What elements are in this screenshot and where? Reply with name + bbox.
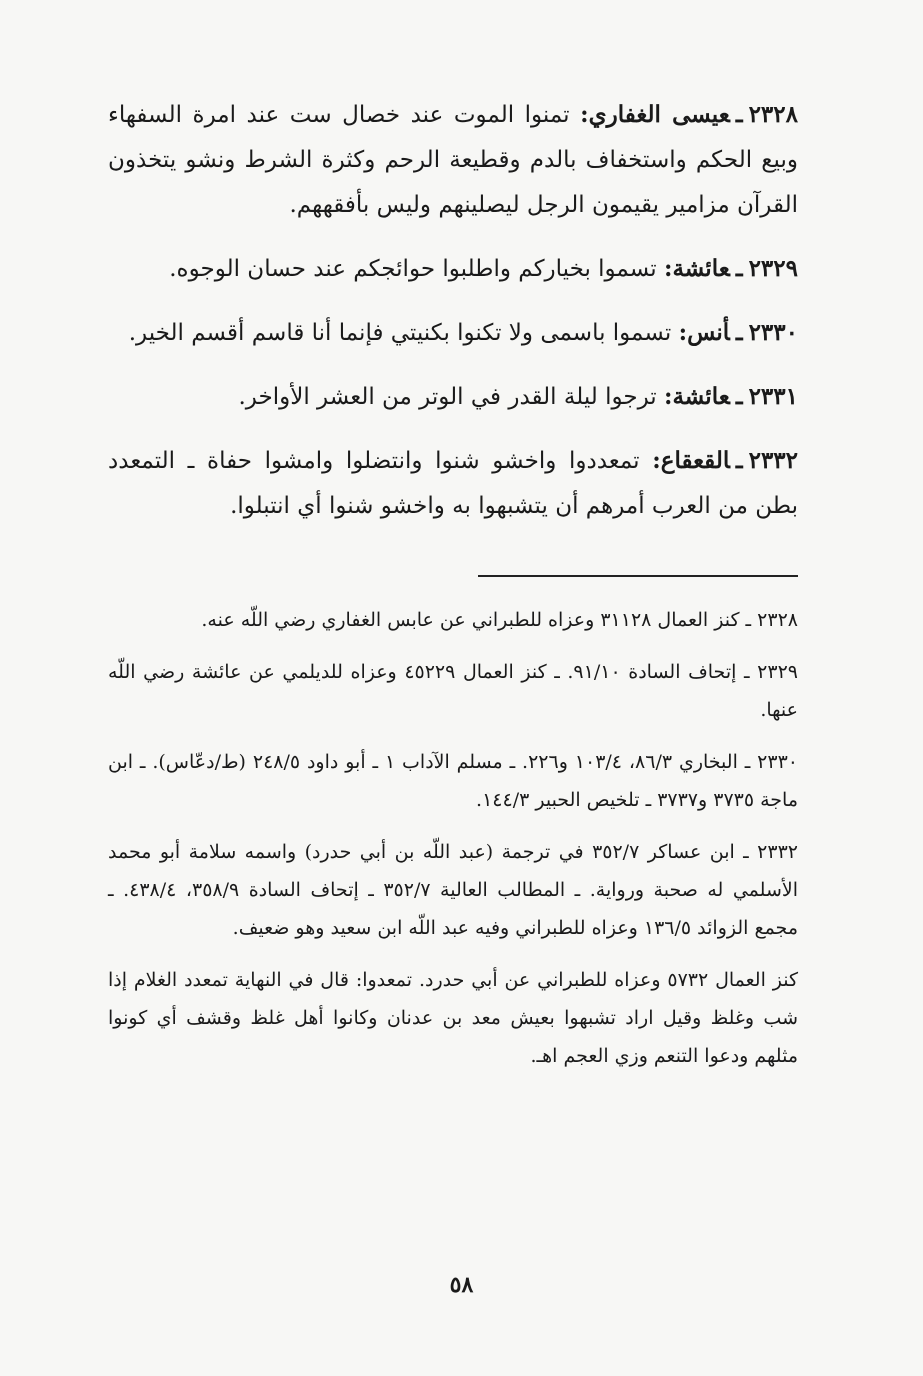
- footnote-separator-wrap: [108, 547, 798, 601]
- entry-number: ٢٣٢٩: [748, 255, 798, 282]
- entry-text: تسموا بخياركم واطلبوا حوائجكم عند حسان الوجوه.: [169, 256, 657, 282]
- hadith-entry-2332: [108, 438, 798, 529]
- entry-text: تمعددوا واخشو شنوا وانتضلوا وامشوا حفاة ـ التمعدد بطن من العرب أمرهم أن يتشبهوا به واخشو شنوا أي انتبلوا.: [108, 448, 798, 519]
- entry-dash: ـ: [735, 101, 743, 128]
- page-number: ٥٨: [449, 1272, 474, 1298]
- entry-number: ٢٣٣٠: [748, 319, 798, 346]
- hadith-entry-2330: [108, 310, 798, 356]
- entry-dash: ـ: [735, 383, 743, 410]
- entry-number: ٢٣٣٢: [748, 447, 799, 474]
- entry-dash: ـ: [735, 447, 743, 474]
- entry-narrator: عائشة:: [663, 255, 730, 282]
- footnote-2328: ٢٣٢٨ ـ كنز العمال ٣١١٢٨ وعزاه للطبراني عن عابس الغفاري رضي اللّه عنه.: [201, 609, 798, 631]
- hadith-entry-2329: [108, 246, 798, 292]
- footnote-2332-continued: كنز العمال ٥٧٣٢ وعزاه للطبراني عن أبي حدرد. تمعدوا: قال في النهاية تمعدد الغلام إذا شب وغلظ وقيل اراد تشبهوا بعيش معد بن عدنان وكانوا أهل غلظ وقشف أي كونوا مثلهم ودعوا التنعم وزي العجم اهـ.: [108, 969, 799, 1067]
- hadith-entry-2328: [108, 92, 798, 228]
- footnote-2329: ٢٣٢٩ ـ إتحاف السادة ٩١/١٠. ـ كنز العمال ٤٥٢٢٩ وعزاه للديلمي عن عائشة رضي اللّه عنها.: [108, 661, 798, 721]
- hadith-entry-2331: [108, 374, 798, 420]
- entry-dash: ـ: [735, 255, 743, 282]
- footnote-2330: ٢٣٣٠ ـ البخاري ٨٦/٣، ١٠٣/٤ و٢٢٦. ـ مسلم الآداب ١ ـ أبو داود ٢٤٨/٥ (ط/دعّاس). ـ ابن ماجة ٣٧٣٥ و٣٧٣٧ ـ تلخيص الحبير ١٤٤/٣.: [108, 751, 798, 811]
- entry-number: ٢٣٢٨: [748, 101, 798, 128]
- entry-text: ترجوا ليلة القدر في الوتر من العشر الأواخر.: [238, 384, 657, 410]
- entry-narrator: عيسى الغفاري:: [580, 101, 730, 128]
- entry-narrator: القعقاع:: [652, 447, 730, 474]
- entry-dash: ـ: [735, 319, 743, 346]
- entry-narrator: أنس:: [678, 319, 730, 346]
- entry-text: تسموا باسمى ولا تكنوا بكنيتي فإنما أنا قاسم أقسم الخير.: [128, 320, 672, 346]
- footnote-separator: [478, 575, 798, 577]
- page-body: [108, 92, 798, 1089]
- entry-narrator: عائشة:: [663, 383, 730, 410]
- footnote-2332: ٢٣٣٢ ـ ابن عساكر ٣٥٢/٧ في ترجمة (عبد اللّه بن أبي حدرد) واسمه سلامة أبو محمد الأسلمي له صحبة ورواية. ـ المطالب العالية ٣٥٢/٧ ـ إتحاف السادة ٣٥٨/٩، ٤٣٨/٤. ـ مجمع الزوائد ١٣٦/٥ وعزاه للطبراني وفيه عبد اللّه ابن سعيد وهو ضعيف.: [108, 841, 798, 939]
- entry-number: ٢٣٣١: [748, 383, 798, 410]
- entry-text: تمنوا الموت عند خصال ست عند امرة السفهاء وبيع الحكم واستخفاف بالدم وقطيعة الرحم وكثرة الشرط ونشو يتخذون القرآن مزامير يقيمون الرجل ليصلينهم وليس بأفقههم.: [108, 102, 798, 218]
